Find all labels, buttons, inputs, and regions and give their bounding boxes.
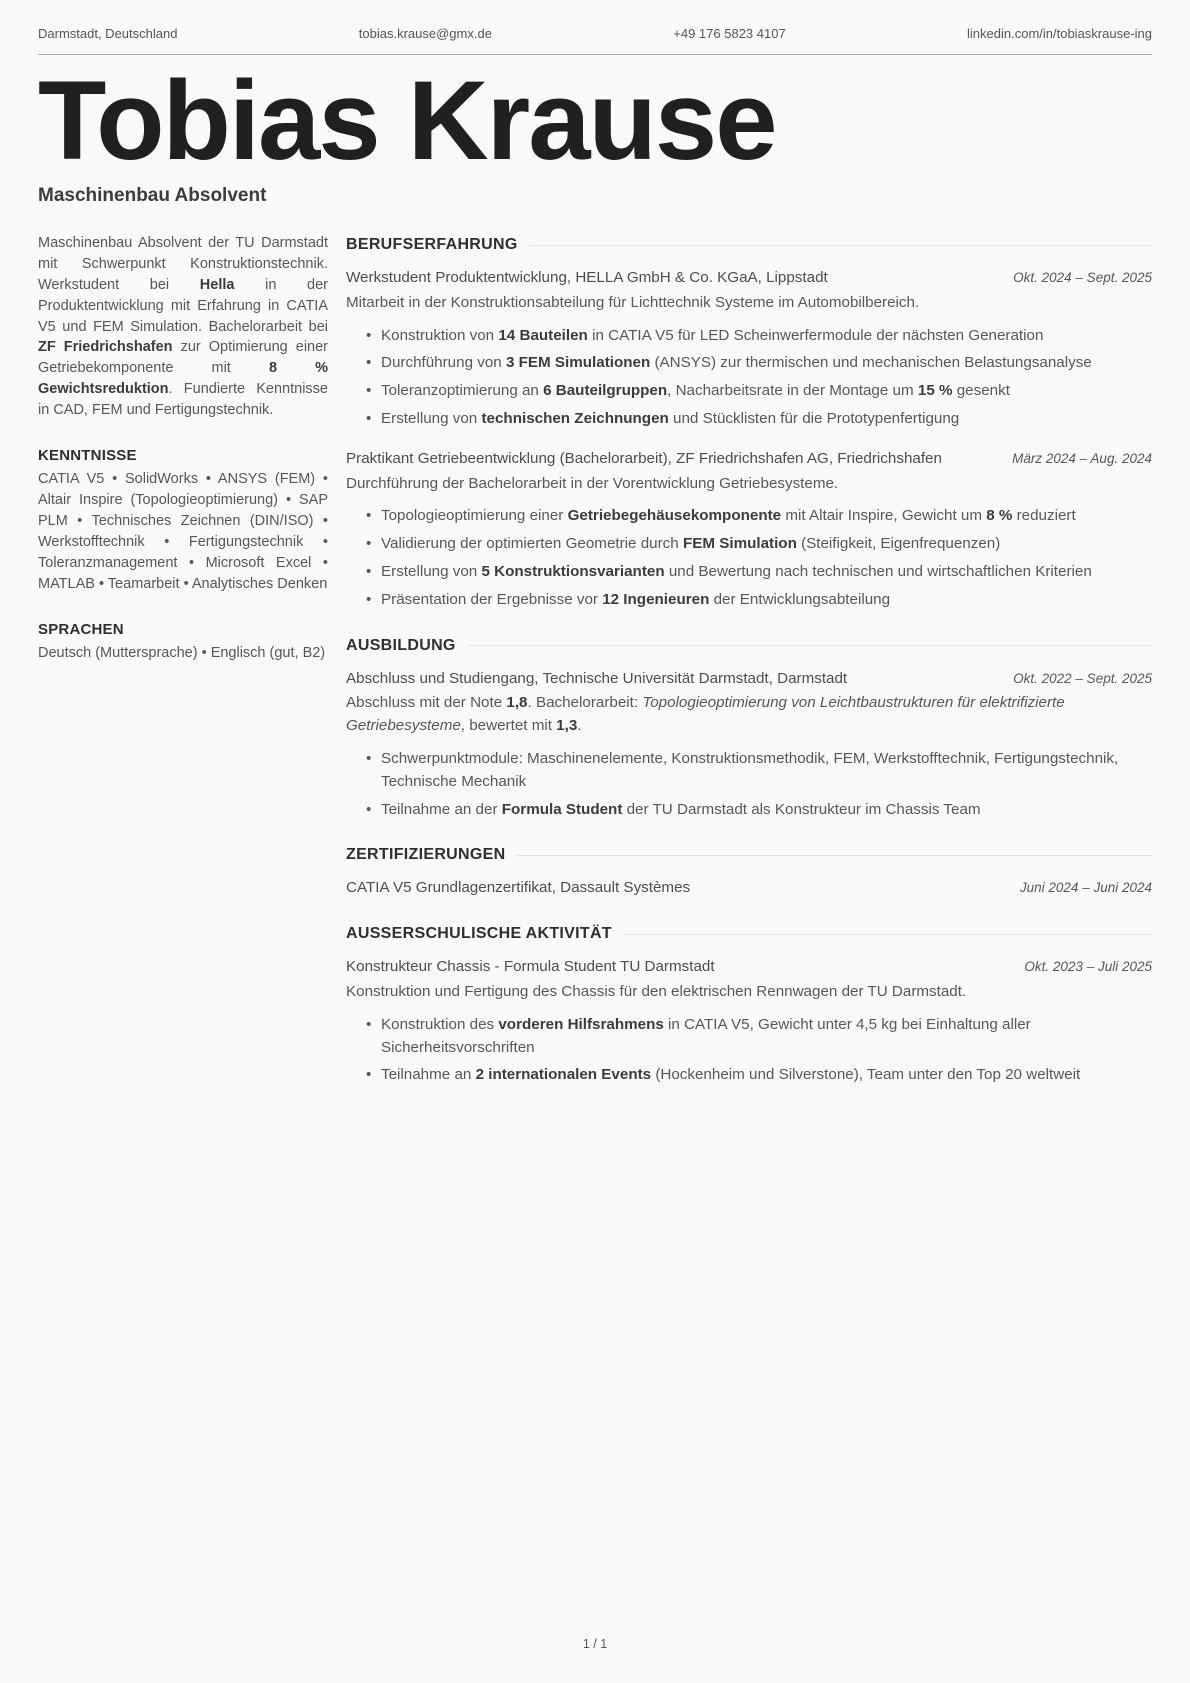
entry-date: Okt. 2022 – Sept. 2025 — [1013, 670, 1152, 686]
section-extracurricular — [346, 922, 1152, 1087]
section-header — [346, 922, 1152, 946]
entry-subtitle: Mitarbeit in der Konstruktionsabteilung für Lichttechnik Systeme im Automobilbereich. — [346, 293, 920, 311]
section-header — [346, 634, 1152, 658]
skills-list: CATIA V5 • SolidWorks • ANSYS (FEM) • Altair Inspire (Topologieoptimierung) • SAP PLM • Technisches Zeichnen (DIN/ISO) • Werkstofftechnik • Fertigungstechnik • Toleranzmanagement • Microsoft Excel • MATLAB • Teamarbeit • Analytisches Denken — [38, 471, 328, 592]
content-columns — [38, 233, 1152, 1109]
entry-bullets — [346, 325, 1152, 431]
entry-date: Juni 2024 – Juni 2024 — [1019, 880, 1152, 896]
entry-subtitle: Konstruktion und Fertigung des Chassis für den elektrischen Rennwagen der TU Darmstadt. — [346, 982, 967, 1000]
main-column — [346, 233, 1152, 1109]
section-header — [346, 233, 1152, 257]
entry-bullets — [346, 1014, 1152, 1087]
section-certifications — [346, 843, 1152, 900]
experience-entry — [346, 448, 1152, 612]
languages-list: Deutsch (Muttersprache) • Englisch (gut, B2) — [38, 645, 326, 662]
bullet-item: • Konstruktion des vorderen Hilfsrahmens in CATIA V5, Gewicht unter 4,5 kg bei Einhaltung aller Sicherheitsvorschriften — [366, 1014, 1152, 1060]
contact-location: Darmstadt, Deutschland — [38, 26, 178, 41]
bullet-item: • Erstellung von 5 Konstruktionsvarianten und Bewertung nach technischen und wirtschaftlichen Kriterien — [366, 561, 1152, 584]
entry-title: Praktikant Getriebeentwicklung (Bachelorarbeit), ZF Friedrichshafen AG, Friedrichshafen — [346, 449, 942, 467]
section-education — [346, 634, 1152, 822]
section-title: AUSSERSCHULISCHE AKTIVITÄT — [346, 925, 612, 943]
certification-entry — [346, 877, 1152, 900]
section-rule — [530, 245, 1152, 246]
bullet-item: • Präsentation der Ergebnisse vor 12 Ingenieuren der Entwicklungsabteilung — [366, 589, 1152, 612]
section-rule — [517, 855, 1152, 856]
bullet-item: • Toleranzoptimierung an 6 Bauteilgruppen, Nacharbeitsrate in der Montage um 15 % gesenkt — [366, 380, 1152, 403]
bullet-item: • Durchführung von 3 FEM Simulationen (ANSYS) zur thermischen und mechanischen Belastungsanalyse — [366, 352, 1152, 375]
bullet-item: • Validierung der optimierten Geometrie durch FEM Simulation (Steifigkeit, Eigenfrequenzen) — [366, 533, 1152, 556]
bullet-item: • Teilnahme an 2 internationalen Events (Hockenheim und Silverstone), Team unter den Top 20 weltweit — [366, 1064, 1152, 1087]
bullet-item: • Teilnahme an der Formula Student der TU Darmstadt als Konstrukteur im Chassis Team — [366, 799, 1152, 822]
skills-section-title: KENNTNISSE — [38, 446, 137, 464]
sidebar-column — [38, 233, 328, 1109]
section-title: ZERTIFIZIERUNGEN — [346, 846, 506, 864]
job-tagline: Maschinenbau Absolvent — [38, 185, 267, 206]
entry-subtitle: Abschluss mit der Note 1,8. Bachelorarbeit: Topologieoptimierung von Leichtbaustrukturen für elektrifizierte Getriebesysteme, bewertet mit 1,3. — [346, 694, 1065, 735]
page-title: Tobias Krause — [38, 58, 776, 183]
education-entry — [346, 668, 1152, 822]
experience-entry — [346, 267, 1152, 431]
contact-email-link[interactable]: tobias.krause@gmx.de — [358, 26, 492, 41]
bullet-item: • Topologieoptimierung einer Getriebegehäusekomponente mit Altair Inspire, Gewicht um 8 % reduziert — [366, 505, 1152, 528]
contact-phone: +49 176 5823 4107 — [673, 26, 786, 41]
extracurricular-entry — [346, 956, 1152, 1087]
section-rule — [468, 645, 1152, 646]
section-experience — [346, 233, 1152, 612]
entry-title: Werkstudent Produktentwicklung, HELLA GmbH & Co. KGaA, Lippstadt — [346, 269, 828, 286]
bullet-item: • Schwerpunktmodule: Maschinenelemente, Konstruktionsmethodik, FEM, Werkstofftechnik, Fertigungstechnik, Technische Mechanik — [366, 748, 1152, 794]
section-header — [346, 843, 1152, 867]
entry-title: Konstrukteur Chassis - Formula Student TU Darmstadt — [346, 958, 715, 976]
page-number: 1 / 1 — [582, 1637, 608, 1651]
contact-bar — [38, 26, 1152, 41]
section-rule — [624, 934, 1152, 935]
entry-title: CATIA V5 Grundlagenzertifikat, Dassault Systèmes — [346, 879, 691, 897]
languages-section-title: SPRACHEN — [38, 620, 124, 638]
header-divider — [38, 54, 1152, 55]
profile-summary: Maschinenbau Absolvent der TU Darmstadt mit Schwerpunkt Konstruktionstechnik. Werkstudent bei Hella in der Produktentwicklung mit Erfahrung in CATIA V5 und FEM Simulation. Bachelorarbeit bei ZF Friedrichshafen zur Optimierung einer Getriebekomponente mit 8 % Gewichtsreduktion. Fundierte Kenntnisse in CAD, FEM und Fertigungstechnik. — [38, 235, 328, 418]
section-title: AUSBILDUNG — [346, 636, 456, 654]
bullet-item: • Erstellung von technischen Zeichnungen und Stücklisten für die Prototypenfertigung — [366, 408, 1152, 431]
entry-bullets — [346, 748, 1152, 821]
entry-title: Abschluss und Studiengang, Technische Universität Darmstadt, Darmstadt — [346, 669, 848, 687]
bullet-item: • Konstruktion von 14 Bauteilen in CATIA V5 für LED Scheinwerfermodule der nächsten Generation — [366, 325, 1152, 348]
entry-subtitle: Durchführung der Bachelorarbeit in der Vorentwicklung Getriebesysteme. — [346, 474, 839, 492]
contact-linkedin-link[interactable]: linkedin.com/in/tobiaskrause-ing — [967, 26, 1152, 41]
entry-date: März 2024 – Aug. 2024 — [1012, 450, 1152, 466]
entry-date: Okt. 2024 – Sept. 2025 — [1013, 270, 1152, 285]
entry-date: Okt. 2023 – Juli 2025 — [1024, 959, 1152, 975]
section-title: BERUFSERFAHRUNG — [346, 236, 518, 253]
entry-bullets — [346, 505, 1152, 611]
